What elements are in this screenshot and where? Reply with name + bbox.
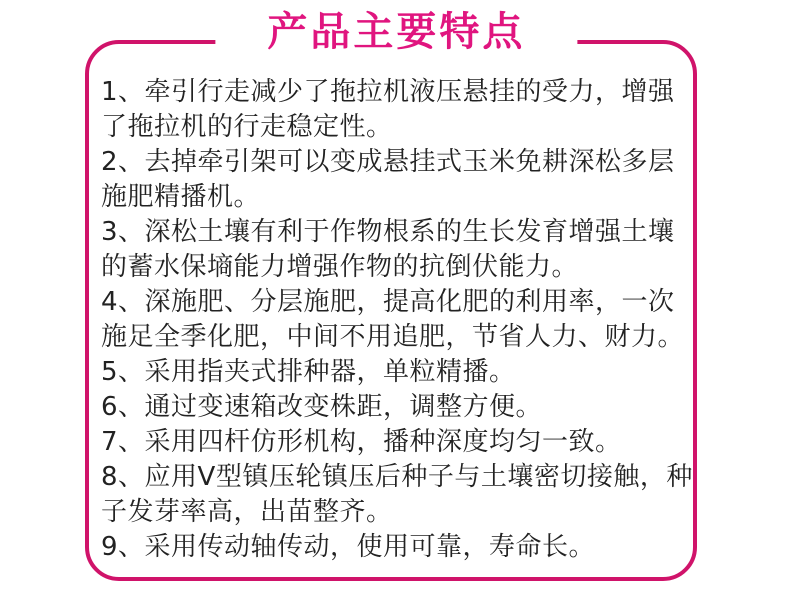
feature-item: 2、去掉牵引架可以变成悬挂式玉米免耕深松多层施肥精播机。 [101,147,675,212]
feature-item: 9、采用传动轴传动，使用可靠，寿命长。 [101,532,596,562]
feature-item: 7、采用四杆仿形机构，播种深度均匀一致。 [101,427,622,457]
feature-item: 1、牵引行走减少了拖拉机液压悬挂的受力，增强了拖拉机的行走稳定性。 [101,77,675,142]
feature-item: 3、深松土壤有利于作物根系的生长发育增强土壤的蓄水保墒能力增强作物的抗倒伏能力。 [101,217,675,282]
feature-item: 6、通过变速箱改变株距，调整方便。 [101,392,543,422]
page-title: 产品主要特点 [215,6,577,58]
feature-item: 8、应用V型镇压轮镇压后种子与土壤密切接触，种子发芽率高，出苗整齐。 [101,462,693,527]
feature-item: 5、采用指夹式排种器，单粒精播。 [101,357,516,387]
feature-item: 4、深施肥、分层施肥，提高化肥的利用率，一次施足全季化肥，中间不用追肥，节省人力、财力。 [101,287,685,352]
features-list [101,75,693,565]
